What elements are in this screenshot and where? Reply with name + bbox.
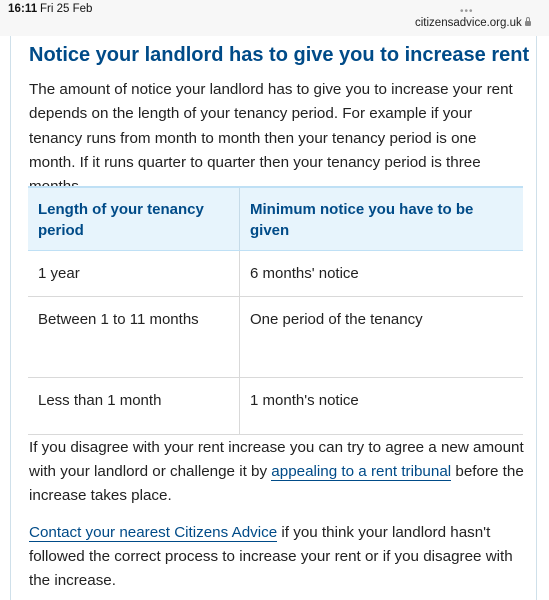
table-row bbox=[28, 251, 523, 297]
status-date: Fri 25 Feb bbox=[40, 3, 93, 15]
table-cell: One period of the tenancy bbox=[240, 297, 524, 378]
rent-tribunal-paragraph bbox=[29, 436, 526, 507]
table-header-row bbox=[28, 187, 523, 251]
contact-citizens-advice-link[interactable]: Contact your nearest Citizens Advice bbox=[29, 524, 278, 541]
table-cell: Between 1 to 11 months bbox=[28, 297, 240, 378]
column-header-minimum-notice: Minimum notice you have to be given bbox=[240, 187, 524, 251]
address-bar[interactable] bbox=[415, 17, 531, 29]
status-time: 16:11 bbox=[8, 3, 38, 15]
contact-paragraph bbox=[29, 521, 526, 592]
rent-tribunal-link[interactable]: appealing to a rent tribunal bbox=[271, 462, 452, 480]
table-cell: 1 year bbox=[28, 251, 240, 297]
page-heading: Notice your landlord has to give you to increase rent bbox=[29, 44, 530, 66]
more-dots-icon[interactable]: ••• bbox=[460, 6, 474, 17]
notice-table bbox=[28, 186, 523, 435]
table-row bbox=[28, 297, 523, 378]
url-text: citizensadvice.org.uk bbox=[415, 17, 522, 29]
table-cell: 6 months' notice bbox=[240, 251, 524, 297]
lock-icon bbox=[525, 21, 531, 26]
paragraph-text: before the increase takes place. bbox=[29, 462, 524, 504]
table-cell: Less than 1 month bbox=[28, 378, 240, 435]
table-cell: 1 month's notice bbox=[240, 378, 524, 435]
column-header-tenancy-length: Length of your tenancy period bbox=[28, 187, 240, 251]
paragraph-text: if you think your landlord hasn't followed the correct process to increase your rent or if you disagree with the increase. bbox=[29, 524, 513, 589]
status-bar bbox=[0, 0, 549, 36]
intro-paragraph: The amount of notice your landlord has to give you to increase your rent depends on the length of your tenancy period. For example if your tenancy runs from month to month then your tenancy period is one month. If it runs quarter to quarter then your tenancy period is three bbox=[29, 81, 513, 171]
paragraph-text: If you disagree with your rent increase you can try to agree a new amount with your landlord or challenge it by bbox=[29, 439, 524, 480]
table-row bbox=[28, 378, 523, 435]
